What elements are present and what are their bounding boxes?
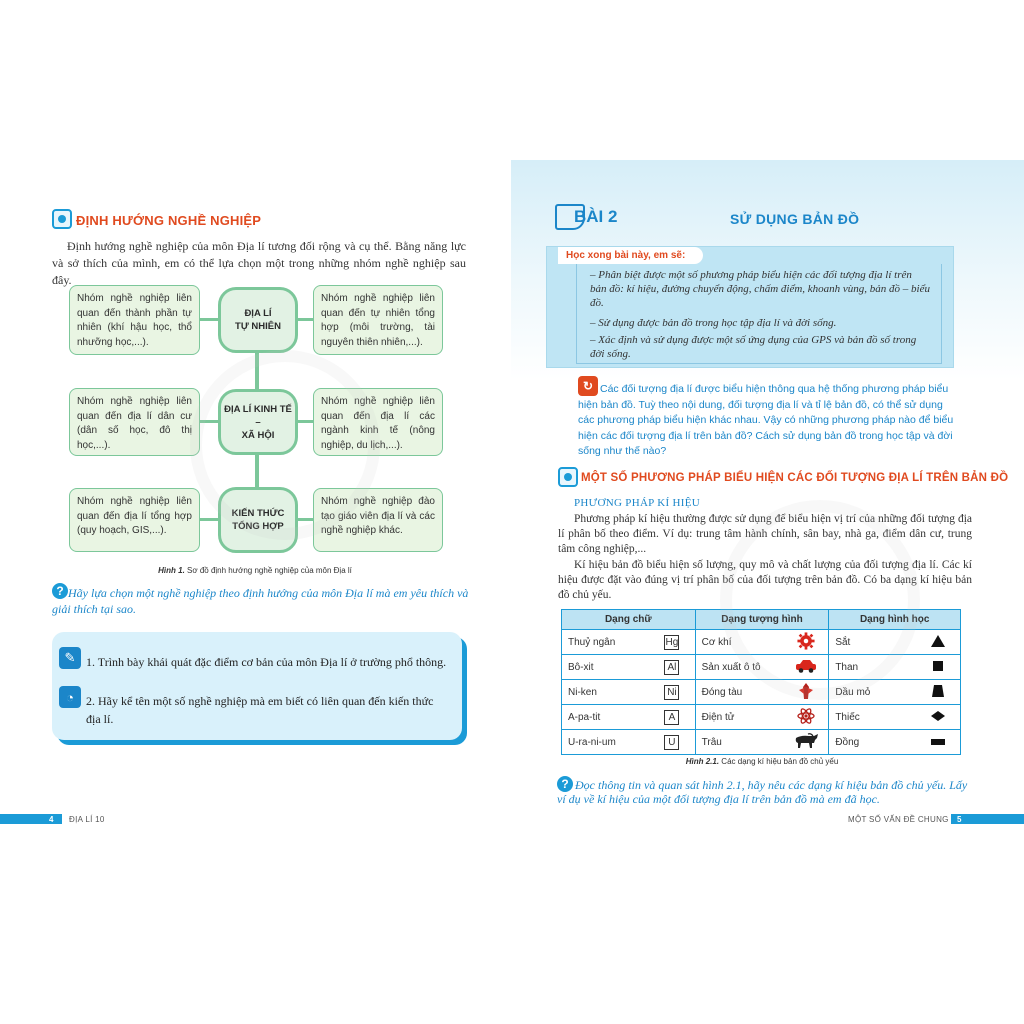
box-economic-sectors: Nhóm nghề nghiệp liên quan đến địa lí các ngành kinh tế (nông nghiệp, du lịch,...). (313, 388, 443, 456)
footer-chapter-title: MỘT SỐ VẤN ĐỀ CHUNG (848, 815, 949, 824)
triangle-icon (931, 635, 945, 647)
lightbulb-icon (558, 467, 578, 487)
industry-name: Đóng tàu (695, 680, 783, 705)
column-header: Dạng chữ (562, 610, 696, 630)
box-teacher-training: Nhóm nghề nghiệp đào tạo giáo viên địa lí và các nghề nghiệp khác. (313, 488, 443, 552)
goal-item: – Phân biệt được một số phương pháp biểu hiện các đối tượng địa lí trên bản đồ: kí hiệu, đường chuyển động, chấm điểm, khoanh vùng, bản đồ – biểu đồ. (590, 269, 930, 309)
caption-text: Sơ đồ định hướng nghề nghiệp của môn Địa lí (187, 566, 352, 575)
table-row (562, 655, 961, 680)
section-title: ĐỊNH HƯỚNG NGHỀ NGHIỆP (76, 213, 262, 228)
mineral-name: U-ra-ni-um (562, 730, 650, 755)
lesson-intro: Các đối tượng địa lí được biểu hiện thông qua hệ thống phương pháp biểu hiện bản đồ. Tuỳ theo nội dung, đối tượng địa lí và tỉ lệ bản đồ, có thể sử dụng các phương pháp biểu hiện khác nhau. Vậy có những phương pháp nào để biểu hiện các đối tượng địa lí trên bản đồ? Cách sử dụng bản đồ trong học tập và đời sống như thế nào? (578, 383, 954, 457)
connector-mid-left (200, 420, 220, 423)
ship-icon (797, 682, 815, 700)
car-icon (795, 659, 817, 673)
geometric-name: Dầu mỏ (829, 680, 917, 705)
table-row (562, 680, 961, 705)
industry-name: Sản xuất ô tô (695, 655, 783, 680)
rectangle-icon (931, 739, 945, 745)
center-general-knowledge (218, 487, 298, 553)
square-icon (933, 661, 943, 671)
connector-bot-left (200, 518, 220, 521)
footer-bar-right (951, 814, 1024, 824)
letter-symbol: A (664, 710, 679, 725)
mineral-name: Ni-ken (562, 680, 650, 705)
figure-2-1-caption (602, 757, 922, 766)
footer-book-title: ĐỊA LÍ 10 (69, 815, 105, 824)
question-icon: ? (52, 583, 68, 599)
mineral-name: Thuỷ ngân (562, 630, 650, 655)
question-text: Đọc thông tin và quan sát hình 2.1, hãy nêu các dạng kí hiệu bản đồ chủ yếu. Lấy ví dụ về kí hiệu của một đối tượng địa lí trên bản đồ mà em đã học. (557, 778, 968, 806)
diamond-icon (931, 711, 945, 721)
letter-symbol: Hg (665, 636, 679, 648)
center-label: KIẾN THỨC TỔNG HỢP (231, 508, 285, 532)
table-row (562, 705, 961, 730)
question-text: Hãy lựa chọn một nghề nghiệp theo định hướng của môn Địa lí mà em yêu thích và giải thích tại sao. (52, 586, 469, 616)
geometric-name: Sắt (829, 630, 917, 655)
caption-text: Các dạng kí hiệu bản đồ chủ yếu (721, 757, 839, 766)
map-symbol-table (561, 609, 961, 755)
right-page (512, 0, 1024, 1024)
exercise-2: 2. Hãy kể tên một số nghề nghiệp mà em biết có liên quan đến kiến thức địa lí. (86, 694, 434, 726)
box-synthesis: Nhóm nghề nghiệp liên quan đến địa lí tổng hợp (quy hoạch, GIS,...). (69, 488, 200, 552)
page-number: 5 (957, 815, 962, 824)
exercise-1: 1. Trình bày khái quát đặc điểm cơ bản của môn Địa lí ở trường phổ thông. (86, 655, 447, 669)
letter-symbol: U (664, 735, 679, 750)
industry-name: Trâu (695, 730, 783, 755)
caption-label: Hình 1. (158, 566, 185, 575)
start-icon: ↻ (578, 376, 598, 396)
column-header: Dạng hình học (829, 610, 961, 630)
section-title: MỘT SỐ PHƯƠNG PHÁP BIỂU HIỆN CÁC ĐỐI TƯỢNG ĐỊA LÍ TRÊN BẢN ĐỒ (581, 472, 1009, 484)
letter-symbol: Ni (664, 685, 679, 700)
atom-icon (797, 707, 815, 725)
lesson-title: SỬ DỤNG BẢN ĐỒ (730, 211, 860, 227)
intro-paragraph: Định hướng nghề nghiệp của môn Địa lí tương đối rộng và cụ thể. Bằng năng lực và sở thích của mình, em có thể lựa chọn một trong những nhóm nghề nghiệp sau đây. (52, 239, 466, 287)
connector-bot-right (296, 518, 314, 521)
letter-symbol: Al (664, 660, 679, 675)
pencil-icon: ✎ (59, 647, 81, 669)
learning-goals-heading: Học xong bài này, em sẽ: (558, 247, 703, 264)
center-socioeconomic-geography (218, 389, 298, 455)
trapezoid-icon (932, 685, 944, 697)
column-header: Dạng tượng hình (695, 610, 829, 630)
lesson-number: BÀI 2 (574, 207, 618, 226)
buffalo-icon (792, 733, 820, 749)
connector-mid-right (296, 420, 314, 423)
box-population: Nhóm nghề nghiệp liên quan đến địa lí dân cư (dân số học, đô thị học,...). (69, 388, 200, 456)
table-row (562, 730, 961, 755)
mineral-name: A-pa-tit (562, 705, 650, 730)
question-icon: ? (557, 776, 573, 792)
connector-top-right (296, 318, 314, 321)
apply-icon: ◔ (59, 686, 81, 708)
geometric-name: Than (829, 655, 917, 680)
paragraph-2: Kí hiệu bản đồ biểu hiện số lượng, quy mô và chất lượng của đối tượng địa lí. Các kí hiệu được đặt vào đúng vị trí phân bố của đối tượng trên bản đồ. Có ba dạng kí hiệu bản đồ chủ yếu. (558, 559, 972, 601)
goal-item: – Xác định và sử dụng được một số ứng dụng của GPS và bản đồ số trong đời sống. (590, 334, 917, 360)
goal-item: – Sử dụng được bản đồ trong học tập địa lí và đời sống. (590, 317, 837, 329)
industry-name: Điện tử (695, 705, 783, 730)
box-natural-synthesis: Nhóm nghề nghiệp liên quan đến tự nhiên tổng hợp (môi trường, tài nguyên thiên nhiên,...). (313, 285, 443, 355)
page-number: 4 (49, 815, 54, 824)
sub-heading: PHƯƠNG PHÁP KÍ HIỆU (574, 497, 700, 509)
connector-top-left (200, 318, 220, 321)
mineral-name: Bô-xit (562, 655, 650, 680)
geometric-name: Thiếc (829, 705, 917, 730)
geometric-name: Đồng (829, 730, 917, 755)
caption-label: Hình 2.1. (685, 757, 720, 766)
center-natural-geography (218, 287, 298, 353)
gear-icon (797, 632, 815, 650)
lightbulb-icon (52, 209, 72, 229)
table-row (562, 630, 961, 655)
center-label: ĐỊA LÍ TỰ NHIÊN (235, 308, 281, 332)
figure-1-caption (100, 566, 410, 575)
center-label: ĐỊA LÍ KINH TẾ – XÃ HỘI (224, 403, 292, 441)
paragraph-1: Phương pháp kí hiệu thường được sử dụng để biểu hiện vị trí của những đối tượng địa lí phân bố theo điểm. Ví dụ: trung tâm hành chính, sân bay, nhà ga, điểm dân cư, trung tâm công nghiệp,... (558, 513, 972, 555)
box-natural-components: Nhóm nghề nghiệp liên quan đến thành phần tự nhiên (khí hậu học, thổ nhưỡng học,...). (69, 285, 200, 355)
industry-name: Cơ khí (695, 630, 783, 655)
